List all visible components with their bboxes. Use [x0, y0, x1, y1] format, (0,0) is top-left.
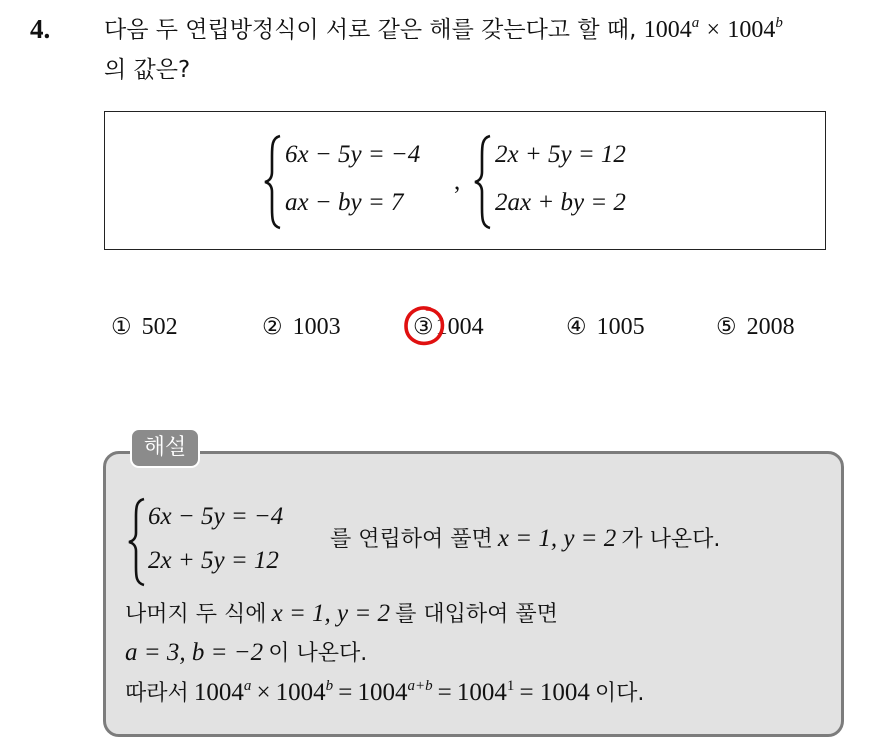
question-base1: 1004 — [643, 17, 692, 43]
question-exp1: a — [691, 15, 700, 31]
question-number: 4. — [30, 14, 51, 44]
solution-line4: 따라서 1004a × 1004b = 1004a+b = 10041 = 1004 이다. — [125, 678, 645, 706]
question-times: × — [706, 17, 721, 43]
solution-sys-eq1: 6x − 5y = −4 — [148, 503, 284, 530]
right-brace-icon — [472, 134, 494, 230]
question-base2: 1004 — [727, 17, 776, 43]
system2-eq1: 2x + 5y = 12 — [495, 141, 626, 168]
question-text-part1: 다음 두 연립방정식이 서로 같은 해를 갖는다고 할 때, — [104, 17, 644, 43]
solution-line2: 나머지 두 식에 x = 1, y = 2 를 대입하여 풀면 — [125, 600, 558, 627]
solution-line1: 를 연립하여 풀면 x = 1, y = 2 가 나온다. — [330, 525, 721, 552]
question-text — [104, 12, 874, 89]
question-text-part2: 의 값은? — [104, 57, 191, 83]
equation-box — [104, 111, 826, 250]
choice-2-marker: ② — [262, 314, 283, 340]
solution-sys-eq2: 2x + 5y = 12 — [148, 547, 279, 574]
choice-2[interactable] — [262, 314, 341, 341]
choice-4[interactable] — [566, 314, 645, 341]
solution-line3: a = 3, b = −2 이 나온다. — [125, 639, 368, 666]
choice-4-value: 1005 — [596, 314, 645, 340]
left-brace-icon — [262, 134, 284, 230]
choice-1-value: 502 — [141, 314, 178, 340]
question-exp2: b — [775, 15, 783, 31]
choice-5-marker: ⑤ — [716, 314, 737, 340]
choice-1-marker: ① — [111, 314, 132, 340]
choice-4-marker: ④ — [566, 314, 587, 340]
system2-eq2: 2ax + by = 2 — [495, 189, 626, 216]
solution-tag: 해설 — [130, 428, 200, 468]
choice-5-value: 2008 — [746, 314, 795, 340]
choice-5[interactable] — [716, 314, 795, 341]
choice-3-value: 1004 — [435, 314, 484, 340]
solution-brace-icon — [126, 497, 148, 587]
red-answer-circle-icon — [400, 303, 448, 349]
system1-eq1: 6x − 5y = −4 — [285, 141, 421, 168]
system1-eq2: ax − by = 7 — [285, 189, 404, 216]
choice-3-marker: ③ — [413, 314, 434, 340]
system-separator: , — [454, 168, 461, 195]
choice-2-value: 1003 — [292, 314, 341, 340]
choice-1[interactable] — [111, 314, 178, 341]
